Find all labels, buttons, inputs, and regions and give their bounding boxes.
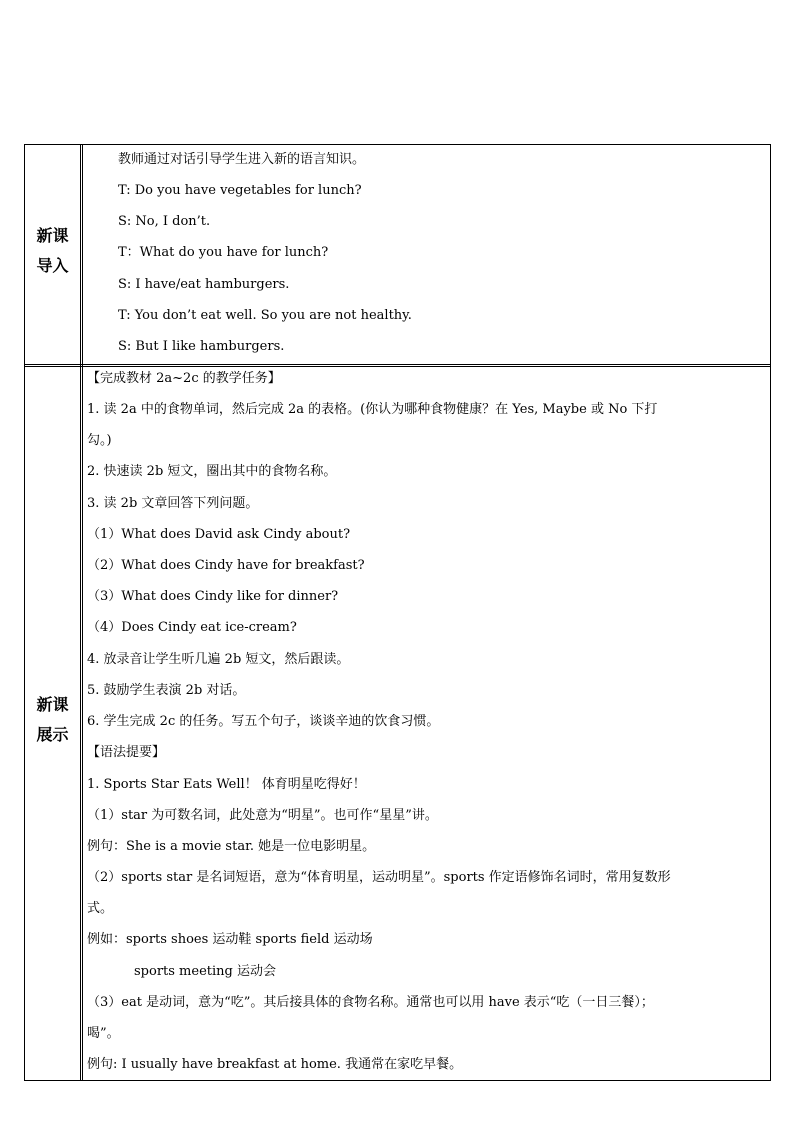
- section2-label-line1: 新课: [36, 695, 69, 714]
- content-line: 1. Sports Star Eats Well！ 体育明星吃得好！: [87, 777, 366, 792]
- content-line: sports meeting 运动会: [134, 964, 276, 979]
- content-line: （3）eat 是动词，意为“吃”。其后接具体的食物名称。通常也可以用 have 表示“吃（一日三餐）；: [87, 995, 654, 1010]
- content-line: 6. 学生完成 2c 的任务。写五个句子，谈谈辛迪的饮食习惯。: [87, 714, 440, 729]
- content-line: 【语法提要】: [87, 745, 166, 760]
- content-line: 勾。): [87, 433, 112, 448]
- content-line: 教师通过对话引导学生进入新的语言知识。: [118, 152, 366, 167]
- section1-label-line2: 导入: [36, 256, 69, 275]
- content-line: 式。: [87, 901, 114, 916]
- section2-label-line2: 展示: [36, 725, 69, 744]
- content-line: 1. 读 2a 中的食物单词，然后完成 2a 的表格。(你认为哪种食物健康？在 Yes, Maybe 或 No 下打: [87, 402, 658, 417]
- section1-label-line1: 新课: [36, 226, 69, 245]
- section2-label: [25, 690, 80, 750]
- content-line: 例句: I usually have breakfast at home. 我通常在家吃早餐。: [87, 1057, 463, 1072]
- content-line: （1）star 为可数名词，此处意为“明星”。也可作“星星”讲。: [87, 808, 438, 823]
- column-divider: [82, 145, 83, 1080]
- content-line: T: Do you have vegetables for lunch?: [118, 183, 362, 198]
- content-line: 5. 鼓励学生表演 2b 对话。: [87, 683, 246, 698]
- content-line: S: I have/eat hamburgers.: [118, 277, 290, 292]
- content-line: 【完成教材 2a~2c 的教学任务】: [87, 371, 281, 386]
- row-divider: [25, 366, 770, 367]
- content-line: T：What do you have for lunch?: [118, 245, 329, 260]
- content-line: （4）Does Cindy eat ice-cream?: [87, 620, 297, 635]
- content-line: （1）What does David ask Cindy about?: [87, 527, 351, 542]
- row-divider: [25, 364, 770, 365]
- content-line: 喝”。: [87, 1026, 120, 1041]
- content-line: 例句：She is a movie star. 她是一位电影明星。: [87, 839, 376, 854]
- column-divider: [80, 145, 81, 1080]
- content-line: S: No, I don’t.: [118, 214, 211, 229]
- content-line: T: You don’t eat well. So you are not healthy.: [118, 308, 412, 323]
- content-line: （3）What does Cindy like for dinner?: [87, 589, 339, 604]
- content-line: （2）What does Cindy have for breakfast?: [87, 558, 365, 573]
- content-line: 4. 放录音让学生听几遍 2b 短文，然后跟读。: [87, 652, 350, 667]
- content-line: 3. 读 2b 文章回答下列问题。: [87, 496, 259, 511]
- content-line: S: But I like hamburgers.: [118, 339, 285, 354]
- section1-label: [25, 221, 80, 281]
- content-line: 2. 快速读 2b 短文，圈出其中的食物名称。: [87, 464, 337, 479]
- content-line: （2）sports star 是名词短语，意为“体育明星，运动明星”。sports 作定语修饰名词时，常用复数形: [87, 870, 671, 885]
- content-line: 例如：sports shoes 运动鞋 sports field 运动场: [87, 932, 373, 947]
